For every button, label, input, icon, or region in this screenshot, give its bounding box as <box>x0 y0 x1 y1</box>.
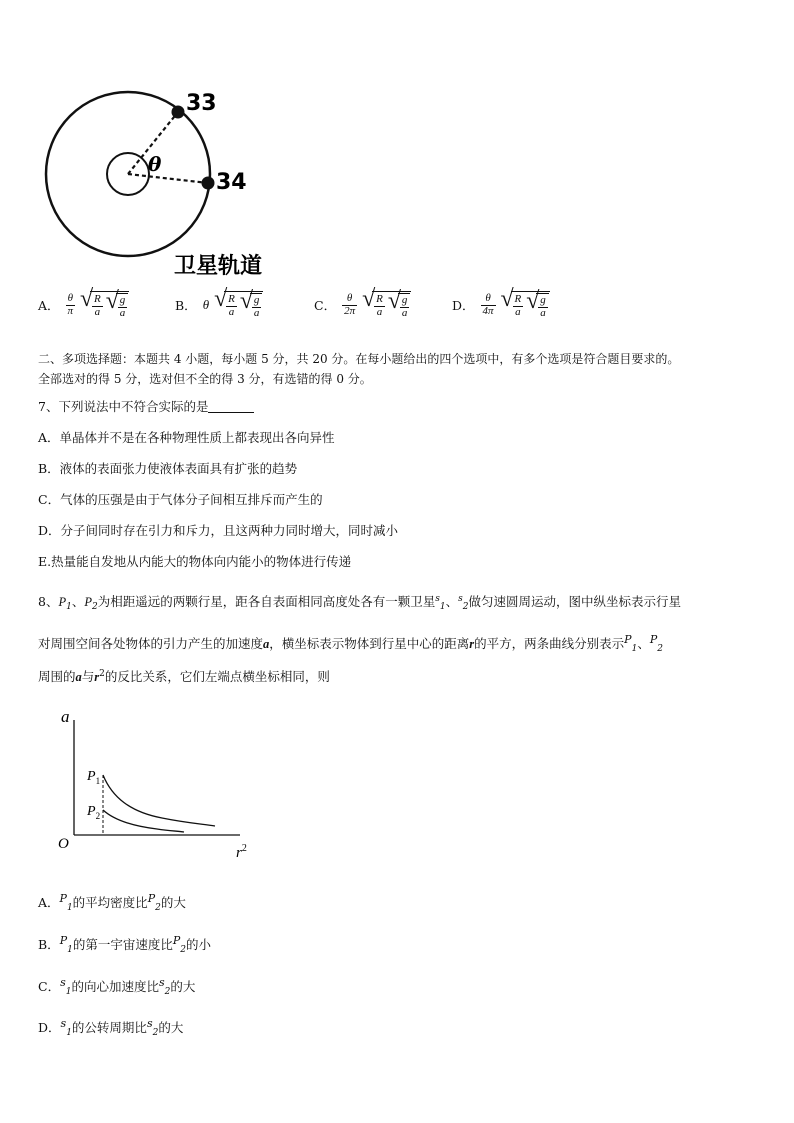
q6-option-a[interactable]: A． $\frac{\theta}{\pi}$ √ $\frac{R}{a}$ √ $\frac{g}{a}$ <box>38 291 129 319</box>
sqrt-R-over-a: √ $\frac{R}{a}$ √ $\frac{g}{a}$ <box>215 291 263 319</box>
figure-caption: 卫星轨道 <box>174 254 263 279</box>
fraction: $\frac{\theta}{2\pi}$ <box>344 292 356 317</box>
label-33: 33 <box>186 91 217 116</box>
curve-p1 <box>103 775 215 826</box>
q7-option-a[interactable]: A．单晶体并不是在各种物理性质上都表现出各向异性 <box>38 430 335 445</box>
answer-blank <box>208 402 254 413</box>
section-2-line-1: 二、多项选择题：本题共 4 小题，每小题 5 分，共 20 分。在每小题给出的四个选项中，有多个选项是符合题目要求的。 <box>38 352 680 366</box>
curve-p1-label: $P_1$ <box>87 769 101 786</box>
q8-option-c[interactable]: C．$s_1$的向心加速度比$s_2$的大 <box>38 976 196 997</box>
q7-option-d[interactable]: D．分子间同时存在引力和斥力，且这两种力同时增大，同时减小 <box>38 523 399 538</box>
q8-option-a[interactable]: A．$P_1$的平均密度比$P_2$的大 <box>38 892 186 913</box>
section-2-line-2: 全部选对的得 5 分，选对但不全的得 3 分，有选错的得 0 分。 <box>38 372 372 386</box>
q6-option-b[interactable]: B． θ √ $\frac{R}{a}$ √ $\frac{g}{a}$ <box>175 291 263 319</box>
curve-p2-label: $P_2$ <box>87 804 101 821</box>
q8-stem-line-3: 周围的a与$r^2$的反比关系，它们左端点横坐标相同，则 <box>38 668 330 684</box>
q7-option-b[interactable]: B．液体的表面张力使液体表面具有扩张的趋势 <box>38 461 298 476</box>
y-axis-label: a <box>61 707 70 726</box>
q8-stem-line-2: 对周围空间各处物体的引力产生的加速度a，横坐标表示物体到行星中心的距离r的平方，两条曲线分别表示$P_1$、$P_2$ <box>38 633 663 654</box>
x-axis-label: $r^2$ <box>236 843 247 861</box>
angle-theta: θ <box>148 152 162 176</box>
q7-option-e[interactable]: E.热量能自发地从内能大的物体向内能小的物体进行传递 <box>38 554 352 569</box>
satellite-33-dot <box>172 106 185 119</box>
label-34: 34 <box>216 170 247 195</box>
q8-option-d[interactable]: D．$s_1$的公转周期比$s_2$的大 <box>38 1017 184 1038</box>
q6-option-c[interactable]: C． $\frac{\theta}{2\pi}$ √ $\frac{R}{a}$ √ $\frac{g}{a}$ <box>314 291 411 319</box>
sqrt-R-over-a: √ $\frac{R}{a}$ √ $\frac{g}{a}$ <box>81 291 129 319</box>
q7-stem: 7、下列说法中不符合实际的是 <box>38 397 254 415</box>
q8-option-b[interactable]: B．$P_1$的第一宇宙速度比$P_2$的小 <box>38 934 211 955</box>
origin-label: O <box>58 836 69 852</box>
q8-stem-line-1: 8、$P_1$、$P_2$为相距遥远的两颗行星，距各自表面相同高度处各有一颗卫星$^s_1$、$^s_2$做匀速圆周运动，图中纵坐标表示行星 <box>38 594 681 612</box>
orbit-figure <box>40 88 290 288</box>
q6-options <box>38 291 578 337</box>
sqrt-R-over-a: √ $\frac{R}{a}$ √ $\frac{g}{a}$ <box>502 291 550 319</box>
q6-option-d[interactable]: D． $\frac{\theta}{4\pi}$ √ $\frac{R}{a}$ √ $\frac{g}{a}$ <box>452 291 550 319</box>
a-vs-r2-graph <box>52 702 262 862</box>
fraction: $\frac{\theta}{4\pi}$ <box>482 292 494 317</box>
q7-option-c[interactable]: C．气体的压强是由于气体分子间相互排斥而产生的 <box>38 492 323 507</box>
radius-line-34 <box>128 174 208 183</box>
satellite-34-dot <box>202 177 215 190</box>
fraction: $\frac{\theta}{\pi}$ <box>67 292 74 317</box>
sqrt-R-over-a: √ $\frac{R}{a}$ √ $\frac{g}{a}$ <box>363 291 411 319</box>
